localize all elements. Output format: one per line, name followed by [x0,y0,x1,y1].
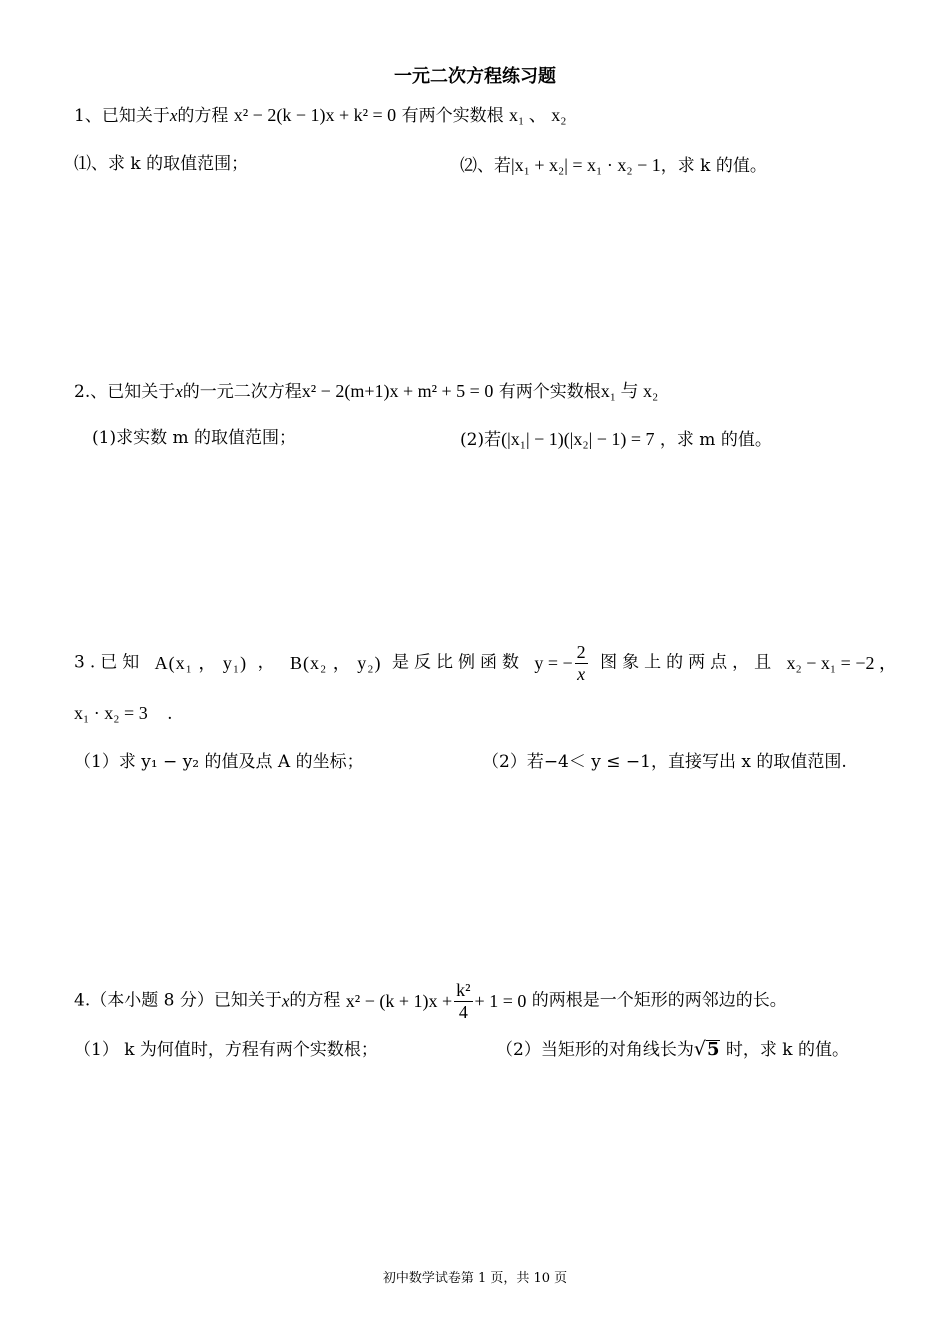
q4-part2-lead: （2）当矩形的对角线长为 [496,1040,694,1060]
q4-eq-num: k² [456,980,471,1000]
q3-cond2-line [74,704,173,723]
q3-func-num: 2 [576,642,586,662]
q2-part2-expr: (|x₁| − 1)(|x₂| − 1) = 7 [501,429,655,449]
page-footer: 初中数学试卷第 1 页，共 10 页 [382,1271,568,1286]
q1-part2-lead: ⑵、若 [460,156,511,176]
q4-part2-tail: 时，求 k 的值。 [725,1040,849,1060]
q3-func-den: x [577,663,586,684]
q4-part1: （1） k 为何值时，方程有两个实数根； [74,1040,378,1060]
q2-roots: x₁ 与 x₂ [600,381,659,401]
q2-part2-tail: ，求 m 的值。 [659,430,772,450]
q1-equation: x² − 2(k − 1)x + k² = 0 [233,105,397,125]
q3-mid: 是反比例函数 [391,652,524,673]
q1-tail: 有两个实数根 [401,106,504,126]
q3-point-b: B(x₂ ， y₂) [290,653,382,674]
q1-part2-expr: |x₁ + x₂| = x₁ · x₂ − 1 [511,155,661,175]
question-1-stem [74,106,567,125]
q4-eq-right: + 1 = 0 [474,991,527,1012]
page-title: 一元二次方程练习题 [394,66,556,87]
q3-part2: （2）若−4＜ y ≤ −1，直接写出 x 的取值范围. [482,752,847,772]
q2-tail: 有两个实数根 [498,382,601,402]
q1-var: x [169,106,178,125]
q2-mid: 的一元二次方程 [182,382,302,402]
sqrt-symbol-icon: √ [693,1038,706,1060]
q4-part2-sqrt: 5 [706,1039,720,1060]
q3-part1: （1）求 y₁ − y₂ 的值及点 A 的坐标； [74,752,364,772]
q3-func-lhs: y = − [534,653,573,674]
q4-mid: 的方程 [289,990,341,1011]
q3-lead: 3.已知 [74,652,145,673]
question-4-stem [74,980,787,1026]
q3-func-fraction [575,642,588,684]
q2-part2 [460,430,772,449]
q2-equation: x² − 2(m+1)x + m² + 5 = 0 [301,381,494,401]
q4-part2 [496,1040,849,1059]
q1-part1: ⑴、求 k 的取值范围； [74,154,249,174]
q4-eq-den: 4 [458,1001,468,1022]
q2-part2-lead: (2)若 [460,430,502,450]
q3-point-a: A(x₁ ， y₁) [154,653,248,674]
q4-eq-fraction [454,980,472,1022]
q3-cond2-end: . [167,704,173,724]
q2-part1: (1)求实数 m 的取值范围； [92,428,297,448]
q3-cond1: x₂ − x₁ = −2 ， [786,653,897,674]
q2-var: x [175,382,183,401]
q4-lead: 4.（本小题 8 分）已知关于 [74,990,282,1011]
q4-var: x [281,991,290,1011]
question-3-stem: 3.已知 A(x₁ ， y₁) ， B(x₂ ， y₂) 是反比例函数 y = − $\frac{2}{x}$ 图象上的两点，且 x₂ − x₁ = −2 ， [74,642,897,684]
question-2-stem [74,382,658,401]
q1-part2-tail: ，求 k 的值。 [660,156,767,176]
q4-tail: 的两根是一个矩形的两邻边的长。 [531,990,787,1011]
q1-lead: 1、已知关于 [74,106,170,126]
q3-tail: 图象上的两点，且 [600,652,777,673]
q2-lead: 2.、已知关于 [74,382,176,402]
q1-part2 [460,156,767,175]
q3-cond2: x₁ · x₂ = 3 [74,703,148,723]
q1-roots: x₁ 、 x₂ [508,105,567,125]
q4-eq-left: x² − (k + 1)x + [345,991,453,1012]
q1-mid: 的方程 [177,106,229,126]
